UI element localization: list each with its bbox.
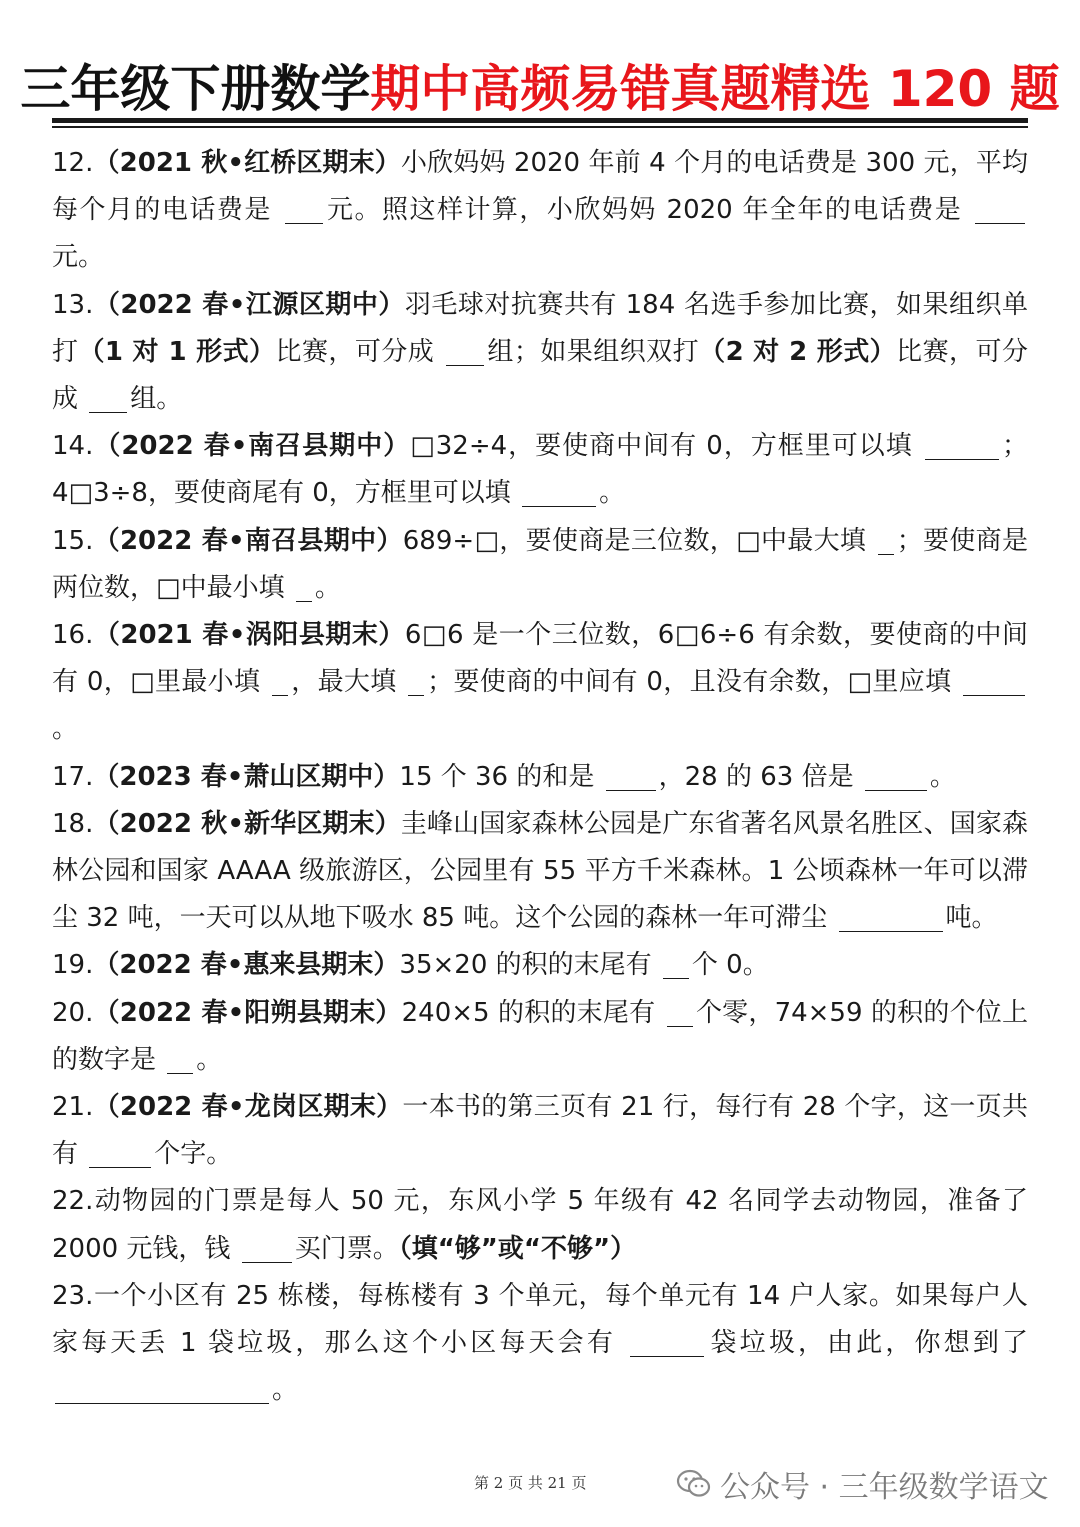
question-source: （2022 秋•新华区期末） xyxy=(93,808,401,839)
question-list xyxy=(52,140,1028,1414)
answer-blank[interactable] xyxy=(55,1373,269,1404)
question-text: 。 xyxy=(272,1375,299,1406)
question-number: 18. xyxy=(52,808,94,839)
question-number: 17. xyxy=(52,761,94,792)
question-text: ；要使商是两位数，□中最小填 xyxy=(52,525,1028,603)
question-text: 。 xyxy=(52,714,79,745)
wechat-icon xyxy=(676,1469,712,1499)
question-source: （2022 春•龙岗区期末） xyxy=(93,1092,403,1123)
title-red-part: 期中高频易错真题精选 120 题 xyxy=(370,60,1060,118)
question-text: 比赛，可分成 xyxy=(52,336,1028,415)
question-source: （2021 秋•红桥区期末） xyxy=(93,148,401,178)
question-text: 羽毛球对抗赛共有 184 名选手参加比赛，如果组织单打 xyxy=(52,289,1028,367)
question-text: 比赛，可分成 xyxy=(275,336,443,367)
question-source: （2022 春•南召县期中） xyxy=(93,525,403,556)
question-text: 240×5 的积的末尾有 xyxy=(401,997,664,1028)
answer-blank[interactable] xyxy=(975,193,1025,224)
question-text: 个字。 xyxy=(154,1139,233,1170)
question-20 xyxy=(52,990,1028,1084)
question-14 xyxy=(52,423,1028,517)
question-text: 。 xyxy=(599,478,626,509)
question-text: 元。 xyxy=(52,242,105,273)
question-text: 6□6 是一个三位数，6□6÷6 有余数，要使商的中间有 0，□里最小填 xyxy=(52,620,1028,698)
title-black-part: 三年级下册数学 xyxy=(20,60,371,118)
answer-blank[interactable] xyxy=(89,1137,151,1168)
answer-blank[interactable] xyxy=(296,571,312,602)
question-text: ，28 的 63 倍是 xyxy=(658,761,862,792)
answer-blank[interactable] xyxy=(839,901,943,932)
answer-blank[interactable] xyxy=(408,665,424,696)
question-text: 元。照这样计算，小欣妈妈 2020 年全年的电话费是 xyxy=(325,195,973,226)
question-number: 21. xyxy=(52,1092,94,1123)
question-15 xyxy=(52,518,1028,612)
question-18 xyxy=(52,801,1028,943)
answer-blank[interactable] xyxy=(878,524,894,555)
answer-blank[interactable] xyxy=(522,476,596,507)
question-text: 袋垃圾，由此，你想到了 xyxy=(707,1328,1028,1359)
question-19 xyxy=(52,942,1028,989)
question-text: 组。 xyxy=(130,384,183,415)
question-number: 13. xyxy=(52,289,94,320)
answer-blank[interactable] xyxy=(667,996,693,1027)
question-number: 16. xyxy=(52,620,94,651)
question-text: 个 0。 xyxy=(691,950,769,981)
question-text: 一本书的第三页有 21 行，每行有 28 个字，这一页共有 xyxy=(52,1092,1028,1170)
question-text: 35×20 的积的末尾有 xyxy=(399,950,660,981)
question-16 xyxy=(52,612,1028,754)
question-text: 圭峰山国家森林公园是广东省著名风景名胜区、国家森林公园和国家 AAAA 级旅游区，公园里有 55 平方千米森林。1 公顷森林一年可以滞尘 32 吨，一天可以从地下吸水 85 吨。这个公园的森林一年可滞尘 xyxy=(52,808,1028,934)
question-text: 组；如果组织双打 xyxy=(486,336,700,367)
title-rule-thick xyxy=(52,118,1028,123)
question-number: 20. xyxy=(52,997,94,1028)
question-text: 。 xyxy=(929,761,956,792)
answer-blank[interactable] xyxy=(285,193,323,224)
question-number: 15. xyxy=(52,525,94,556)
page-title xyxy=(0,52,1080,126)
answer-blank[interactable] xyxy=(272,665,288,696)
question-source: （2022 春•江源区期中） xyxy=(93,289,405,320)
question-source: （2022 春•南召县期中） xyxy=(93,431,411,462)
question-text: □32÷4，要使商中间有 0，方框里可以填 xyxy=(410,431,922,462)
answer-blank[interactable] xyxy=(630,1326,704,1357)
question-text: 个零，74×59 的积的个位上的数字是 xyxy=(52,997,1028,1075)
question-note: （1 对 1 形式） xyxy=(78,336,276,367)
question-source: （2021 春•涡阳县期末） xyxy=(93,620,405,651)
question-source: （2022 春•惠来县期末） xyxy=(93,950,400,981)
answer-blank[interactable] xyxy=(242,1232,292,1263)
answer-blank[interactable] xyxy=(663,948,689,979)
question-text: 买门票。 xyxy=(294,1233,399,1264)
question-21 xyxy=(52,1084,1028,1178)
answer-blank[interactable] xyxy=(925,429,999,460)
question-text: 动物园的门票是每人 50 元，东风小学 5 年级有 42 名同学去动物园，准备了 2000 元钱，钱 xyxy=(52,1186,1028,1264)
question-number: 12. xyxy=(52,148,94,178)
question-note: （2 对 2 形式） xyxy=(699,336,897,367)
question-12 xyxy=(52,140,1028,282)
answer-blank[interactable] xyxy=(167,1043,193,1074)
page-number: 第 2 页 共 21 页 xyxy=(474,1474,587,1492)
question-source: （2022 春•阳朔县期末） xyxy=(93,997,402,1028)
question-number: 22. xyxy=(52,1186,94,1217)
question-text: ，最大填 xyxy=(290,667,406,698)
question-number: 14. xyxy=(52,431,94,462)
question-13 xyxy=(52,282,1028,424)
answer-blank[interactable] xyxy=(89,382,127,413)
question-text: 15 个 36 的和是 xyxy=(399,761,603,792)
answer-blank[interactable] xyxy=(865,760,927,791)
watermark-text: 公众号 · 三年级数学语文 xyxy=(720,1470,1049,1505)
question-text: ；要使商的中间有 0，且没有余数，□里应填 xyxy=(427,667,961,698)
question-source: （2023 春•萧山区期中） xyxy=(93,761,400,792)
question-text: 一个小区有 25 栋楼，每栋楼有 3 个单元，每个单元有 14 户人家。如果每户人家每天丢 1 袋垃圾，那么这个小区每天会有 xyxy=(52,1280,1028,1359)
question-text: ；4□3÷8，要使商尾有 0，方框里可以填 xyxy=(52,431,1028,509)
answer-blank[interactable] xyxy=(446,335,484,366)
question-note: （填“够”或“不够”） xyxy=(398,1233,637,1264)
question-text: 689÷□，要使商是三位数，□中最大填 xyxy=(402,525,875,556)
question-23 xyxy=(52,1273,1028,1415)
question-number: 19. xyxy=(52,950,94,981)
question-text: 小欣妈妈 2020 年前 4 个月的电话费是 300 元，平均每个月的电话费是 xyxy=(52,148,1028,226)
question-text: 吨。 xyxy=(945,903,998,934)
answer-blank[interactable] xyxy=(963,665,1025,696)
question-22 xyxy=(52,1178,1028,1272)
answer-blank[interactable] xyxy=(606,760,656,791)
watermark xyxy=(676,1462,1049,1506)
question-text: 。 xyxy=(314,572,341,603)
question-text: 。 xyxy=(196,1044,223,1075)
question-17 xyxy=(52,754,1028,801)
title-rule-thin xyxy=(52,126,1028,128)
question-number: 23. xyxy=(52,1280,94,1311)
